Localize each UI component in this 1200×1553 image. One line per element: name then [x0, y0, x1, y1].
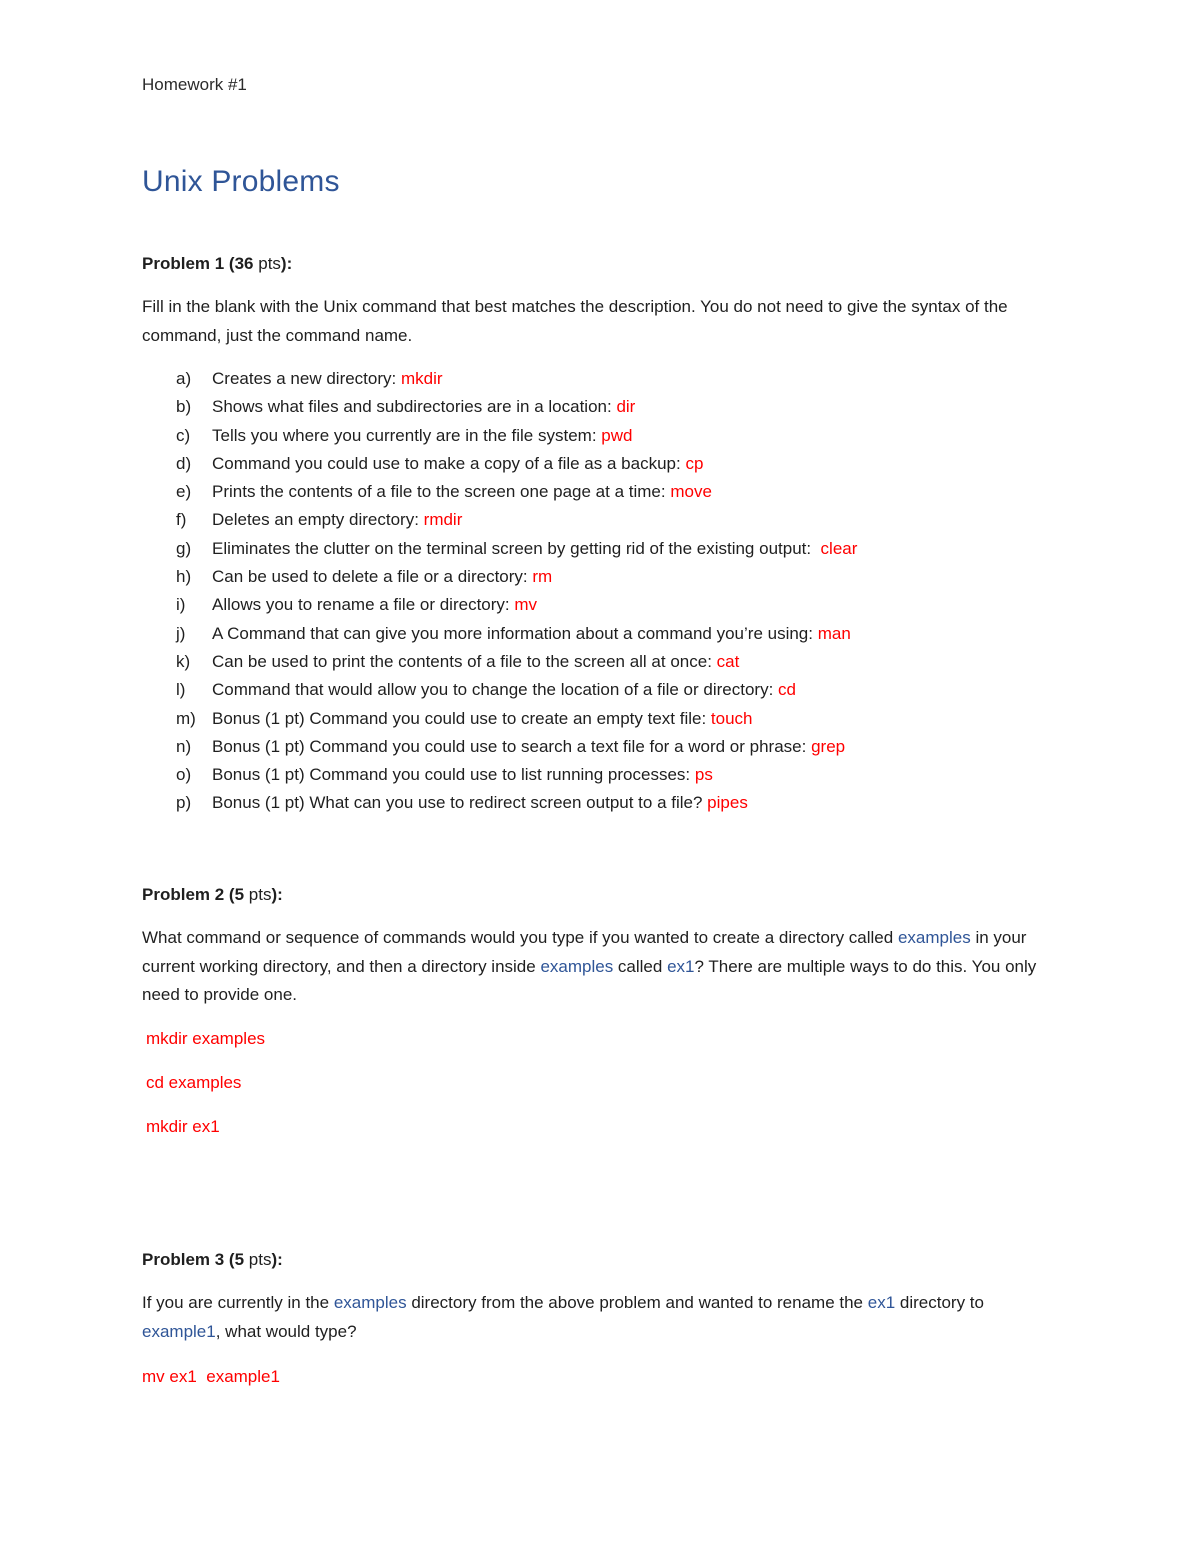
problem2-answer-line: cd examples	[146, 1073, 242, 1092]
item-letter: m)	[176, 708, 196, 728]
problem2-heading-end: ):	[271, 885, 283, 904]
problem2-heading-label: Problem 2 (	[142, 885, 235, 904]
problem1-heading-end: ):	[280, 254, 293, 273]
problem3-heading-label: Problem 3 (	[142, 1250, 235, 1269]
list-item	[142, 789, 1062, 817]
list-item	[142, 506, 1062, 534]
problem2-text-3: called	[613, 956, 668, 976]
problem2-text-2: in your current working directory, and then a directory inside	[142, 928, 1027, 976]
problem3-term-examples: examples	[333, 1293, 407, 1312]
list-item	[142, 761, 1062, 789]
list-item	[142, 393, 1062, 421]
item-answer: rm	[532, 567, 553, 587]
item-answer: touch	[710, 708, 753, 728]
problem3-heading-pts: pts	[244, 1250, 272, 1269]
item-letter: p)	[176, 793, 192, 813]
item-letter: f)	[176, 510, 187, 530]
item-letter: o)	[176, 765, 192, 785]
item-letter: b)	[176, 397, 192, 417]
problem2-term-ex1: ex1	[667, 956, 695, 976]
item-question: Bonus (1 pt) Command you could use to list running processes:	[212, 765, 695, 785]
item-letter: i)	[176, 595, 186, 615]
problem3-text-3: directory to	[895, 1293, 984, 1312]
item-answer: cat	[716, 651, 740, 671]
list-item	[142, 591, 1062, 619]
item-answer: cp	[685, 453, 704, 473]
problem3-heading-points: 5	[234, 1250, 245, 1269]
item-answer: clear	[820, 538, 858, 558]
list-item	[142, 648, 1062, 676]
item-question: Deletes an empty directory:	[212, 510, 424, 530]
item-question: Eliminates the clutter on the terminal screen by getting rid of the existing output:	[212, 538, 821, 558]
item-answer: pwd	[601, 425, 633, 445]
item-question: Allows you to rename a file or directory:	[212, 595, 515, 615]
item-answer: mv	[514, 595, 538, 615]
item-letter: d)	[176, 453, 192, 473]
list-item	[142, 733, 1062, 761]
problem2-heading	[142, 885, 283, 905]
problem1-intro: Fill in the blank with the Unix command that best matches the description. You do not need to give the syntax of the command, just the command name.	[142, 297, 1008, 345]
item-answer: ps	[694, 765, 713, 785]
item-question: Can be used to delete a file or a directory:	[212, 567, 533, 587]
item-question: Command you could use to make a copy of a file as a backup:	[212, 453, 686, 473]
problem3-term-ex1: ex1	[867, 1293, 896, 1312]
item-question: Can be used to print the contents of a file to the screen all at once:	[212, 651, 717, 671]
problem1-heading-label: Problem 1 (	[142, 254, 235, 273]
item-letter: h)	[176, 567, 192, 587]
list-item	[142, 422, 1062, 450]
item-answer: cd	[778, 680, 796, 700]
problem3-answer-line: mv ex1 example1	[142, 1367, 280, 1386]
problem2-term-examples-2: examples	[540, 956, 614, 976]
item-letter: a)	[176, 369, 192, 388]
item-answer: rmdir	[423, 510, 463, 530]
item-answer: move	[670, 482, 712, 502]
item-answer: man	[817, 623, 851, 643]
list-item	[142, 450, 1062, 478]
item-question: Creates a new directory:	[212, 369, 401, 388]
problem1-heading-pts: pts	[253, 254, 281, 273]
item-question: Prints the contents of a file to the screen one page at a time:	[212, 482, 671, 502]
problem3-text-4: , what would type?	[215, 1321, 357, 1341]
problem1-list	[142, 365, 1062, 818]
list-item	[142, 563, 1062, 591]
item-letter: c)	[176, 425, 191, 445]
list-item	[142, 535, 1062, 563]
problem3-heading-end: ):	[271, 1250, 283, 1269]
problem2-text-1: What command or sequence of commands would you type if you wanted to create a directory called	[142, 928, 898, 947]
item-letter: l)	[176, 680, 186, 700]
page-title: Unix Problems	[142, 165, 340, 198]
list-item	[142, 365, 1062, 393]
problem2-answer-line: mkdir ex1	[146, 1117, 220, 1136]
page-header: Homework #1	[142, 75, 247, 94]
problem2-answer-line: mkdir examples	[146, 1029, 266, 1048]
problem2-heading-pts: pts	[244, 885, 272, 904]
item-question: Bonus (1 pt) Command you could use to search a text file for a word or phrase:	[212, 736, 812, 756]
item-question: Bonus (1 pt) What can you use to redirect screen output to a file?	[212, 793, 708, 813]
problem3-question	[142, 1289, 1062, 1346]
item-letter: j)	[176, 623, 186, 643]
list-item	[142, 676, 1062, 704]
item-question: Bonus (1 pt) Command you could use to create an empty text file:	[212, 708, 711, 728]
item-answer: dir	[616, 397, 636, 417]
problem2-term-examples: examples	[897, 928, 971, 947]
item-question: A Command that can give you more information about a command you’re using:	[212, 623, 818, 643]
item-question: Shows what files and subdirectories are in a location:	[212, 397, 617, 417]
item-answer: pipes	[707, 793, 748, 813]
problem1-heading-points: 36	[234, 254, 254, 273]
list-item	[142, 620, 1062, 648]
item-answer: mkdir	[400, 369, 443, 388]
item-letter: g)	[176, 538, 192, 558]
item-answer: grep	[811, 736, 846, 756]
item-question: Command that would allow you to change the location of a file or directory:	[212, 680, 779, 700]
item-question: Tells you where you currently are in the file system:	[212, 425, 602, 445]
problem3-text-2: directory from the above problem and wanted to rename the	[406, 1293, 868, 1312]
problem3-text-1: If you are currently in the	[142, 1293, 334, 1312]
problem2-question	[142, 924, 1062, 1010]
item-letter: e)	[176, 482, 192, 502]
problem2-text-4: ? There are multiple ways to do this. You only need to provide one.	[142, 956, 1037, 1004]
item-letter: n)	[176, 736, 192, 756]
problem1-heading	[142, 254, 292, 274]
problem3-heading	[142, 1250, 283, 1270]
problem3-term-example1: example1	[142, 1321, 216, 1341]
problem2-heading-points: 5	[234, 885, 245, 904]
list-item	[142, 705, 1062, 733]
list-item	[142, 478, 1062, 506]
item-letter: k)	[176, 651, 191, 671]
